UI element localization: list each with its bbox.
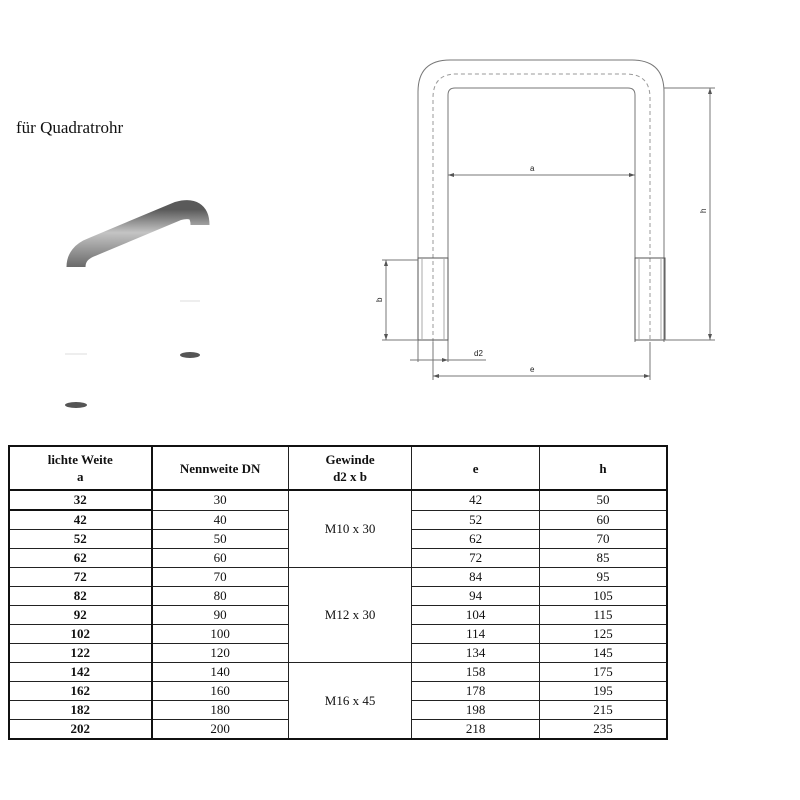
cell-a: 62	[9, 549, 152, 568]
dim-label-b: b	[375, 297, 384, 302]
cell-thread: M10 x 30	[288, 490, 412, 568]
u-bolt-technical-drawing	[370, 50, 740, 390]
cell-a: 142	[9, 663, 152, 682]
table-row	[9, 663, 667, 682]
header-a-line2: a	[77, 469, 84, 484]
cell-a: 162	[9, 682, 152, 701]
cell-e: 94	[412, 587, 540, 606]
cell-dn: 120	[152, 644, 289, 663]
dim-label-d2: d2	[474, 349, 483, 358]
cell-dn: 40	[152, 510, 289, 530]
header-gewinde	[288, 446, 412, 490]
cell-dn: 60	[152, 549, 289, 568]
cell-h: 195	[539, 682, 667, 701]
cell-a: 32	[9, 490, 152, 510]
dim-label-e: e	[530, 365, 535, 374]
cell-a: 202	[9, 720, 152, 740]
cell-dn: 160	[152, 682, 289, 701]
cell-e: 134	[412, 644, 540, 663]
cell-e: 218	[412, 720, 540, 740]
cell-a: 102	[9, 625, 152, 644]
cell-dn: 200	[152, 720, 289, 740]
dim-label-a: a	[530, 164, 535, 173]
cell-dn: 100	[152, 625, 289, 644]
cell-thread: M12 x 30	[288, 568, 412, 663]
cell-h: 85	[539, 549, 667, 568]
header-h: h	[539, 446, 667, 490]
cell-a: 92	[9, 606, 152, 625]
cell-dn: 70	[152, 568, 289, 587]
cell-h: 95	[539, 568, 667, 587]
dimension-table	[8, 445, 668, 740]
u-bolt-render-image	[40, 195, 230, 420]
cell-h: 235	[539, 720, 667, 740]
cell-e: 84	[412, 568, 540, 587]
cell-dn: 140	[152, 663, 289, 682]
table-row	[9, 490, 667, 510]
cell-e: 198	[412, 701, 540, 720]
cell-e: 72	[412, 549, 540, 568]
header-nennweite: Nennweite DN	[152, 446, 289, 490]
cell-h: 70	[539, 530, 667, 549]
cell-h: 105	[539, 587, 667, 606]
cell-h: 115	[539, 606, 667, 625]
cell-dn: 50	[152, 530, 289, 549]
cell-a: 82	[9, 587, 152, 606]
header-thread-line2: d2 x b	[333, 469, 368, 484]
cell-e: 42	[412, 490, 540, 510]
cell-e: 62	[412, 530, 540, 549]
cell-h: 125	[539, 625, 667, 644]
cell-e: 52	[412, 510, 540, 530]
header-e: e	[412, 446, 540, 490]
cell-a: 122	[9, 644, 152, 663]
cell-e: 114	[412, 625, 540, 644]
cell-h: 215	[539, 701, 667, 720]
cell-h: 175	[539, 663, 667, 682]
table-header-row	[9, 446, 667, 490]
cell-e: 158	[412, 663, 540, 682]
dim-label-h: h	[699, 208, 708, 213]
cell-h: 50	[539, 490, 667, 510]
cell-a: 42	[9, 510, 152, 530]
cell-e: 178	[412, 682, 540, 701]
cell-a: 52	[9, 530, 152, 549]
table-row	[9, 568, 667, 587]
cell-dn: 90	[152, 606, 289, 625]
header-thread-line1: Gewinde	[325, 452, 375, 467]
cell-a: 72	[9, 568, 152, 587]
cell-e: 104	[412, 606, 540, 625]
cell-h: 60	[539, 510, 667, 530]
caption: für Quadratrohr	[16, 118, 124, 137]
header-lichte-weite	[9, 446, 152, 490]
cell-a: 182	[9, 701, 152, 720]
cell-dn: 30	[152, 490, 289, 510]
cell-h: 145	[539, 644, 667, 663]
cell-dn: 80	[152, 587, 289, 606]
cell-dn: 180	[152, 701, 289, 720]
cell-thread: M16 x 45	[288, 663, 412, 740]
header-a-line1: lichte Weite	[47, 452, 113, 467]
